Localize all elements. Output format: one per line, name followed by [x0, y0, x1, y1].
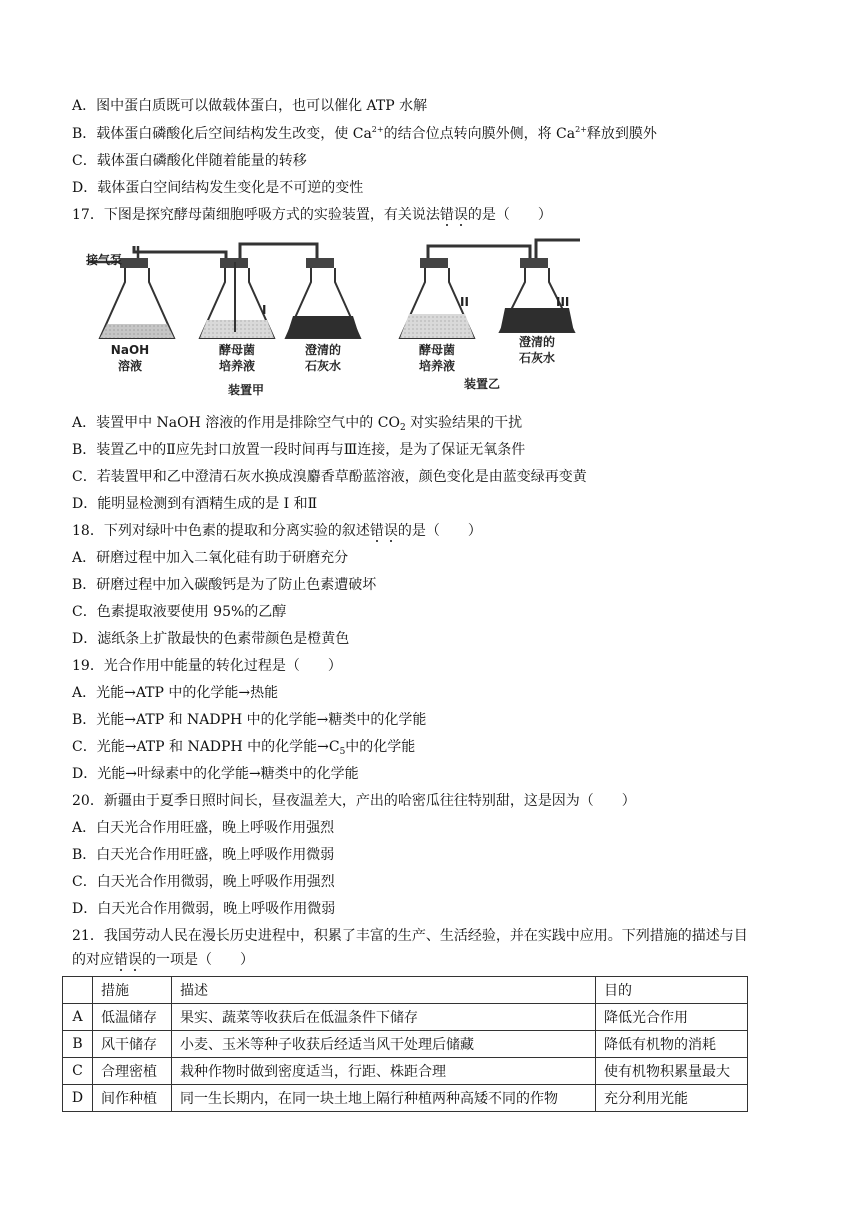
q17-stem: 17．下图是探究酵母菌细胞呼吸方式的实验装置，有关说法错误的是（ ）	[72, 207, 552, 223]
table-cell: C	[63, 1058, 93, 1085]
svg-text:石灰水: 石灰水	[304, 359, 342, 373]
table-cell: 间作种植	[93, 1085, 172, 1112]
yeast-respiration-apparatus-figure	[80, 232, 580, 402]
q19-option-d: D．光能→叶绿素中的化学能→糖类中的化学能	[72, 766, 359, 782]
table-cell: 风干储存	[93, 1031, 172, 1058]
q16-option-c: C．载体蛋白磷酸化伴随着能量的转移	[72, 153, 307, 169]
table-header-cell: 措施	[93, 977, 172, 1004]
q18-option-a: A．研磨过程中加入二氧化硅有助于研磨充分	[72, 550, 349, 566]
roman-i-label: I	[262, 303, 267, 317]
svg-text:酵母菌: 酵母菌	[418, 343, 456, 357]
roman-ii-label: II	[460, 295, 469, 309]
q21-stem-line1: 21．我国劳动人民在漫长历史进程中，积累了丰富的生产、生活经验，并在实践中应用。下列措施的描述与目	[72, 928, 748, 944]
table-cell: 合理密植	[93, 1058, 172, 1085]
table-cell: 使有机物积累量最大	[596, 1058, 748, 1085]
table-header-cell: 描述	[172, 977, 596, 1004]
q20-option-d: D．白天光合作用微弱，晚上呼吸作用微弱	[72, 901, 336, 917]
flask-naoh	[100, 258, 174, 338]
flask-limewater-jia	[286, 258, 360, 338]
pump-label: 接气泵	[86, 253, 123, 267]
q17-option-a: A．装置甲中 NaOH 溶液的作用是排除空气中的 $CO_2$ 对实验结果的干扰	[72, 415, 523, 433]
q20-option-b: B．白天光合作用旺盛，晚上呼吸作用微弱	[72, 847, 335, 863]
table-cell: 小麦、玉米等种子收获后经适当风干处理后储藏	[172, 1031, 596, 1058]
table-header-cell: 目的	[596, 977, 748, 1004]
table-cell: B	[63, 1031, 93, 1058]
table-header-cell	[63, 977, 93, 1004]
q18-option-b: B．研磨过程中加入碳酸钙是为了防止色素遭破坏	[72, 577, 377, 593]
q21-stem-line2: 的对应错误的一项是（ ）	[72, 952, 254, 968]
table-header-row	[63, 977, 748, 1004]
svg-text:NaOH: NaOH	[110, 343, 150, 357]
svg-text:澄清的: 澄清的	[304, 343, 342, 357]
q17-option-b: B．装置乙中的Ⅱ应先封口放置一段时间再与Ⅲ连接，是为了保证无氧条件	[72, 442, 526, 458]
q16-option-d: D．载体蛋白空间结构发生变化是不可逆的变性	[72, 180, 364, 196]
table-cell: 果实、蔬菜等收获后在低温条件下储存	[172, 1004, 596, 1031]
q21-measures-table	[62, 976, 748, 1112]
table-cell: 栽种作物时做到密度适当，行距、株距合理	[172, 1058, 596, 1085]
svg-text:酵母菌: 酵母菌	[218, 343, 256, 357]
table-row	[63, 1004, 748, 1031]
table-cell: 低温储存	[93, 1004, 172, 1031]
q19-stem: 19．光合作用中能量的转化过程是（ ）	[72, 658, 342, 674]
q20-option-a: A．白天光合作用旺盛，晚上呼吸作用强烈	[72, 820, 335, 836]
q18-option-d: D．滤纸条上扩散最快的色素带颜色是橙黄色	[72, 631, 350, 647]
table-cell: D	[63, 1085, 93, 1112]
q16-option-b: B．载体蛋白磷酸化后空间结构发生改变，使 $Ca^{2+}$的结合位点转向膜外侧，将 $Ca^{2+}$释放到膜外	[72, 125, 657, 142]
q20-stem: 20．新疆由于夏季日照时间长，昼夜温差大，产出的哈密瓜往往特别甜，这是因为（ ）	[72, 793, 636, 809]
q17-option-c: C．若装置甲和乙中澄清石灰水换成溴麝香草酚蓝溶液，颜色变化是由蓝变绿再变黄	[72, 469, 587, 485]
q16-option-a: A．图中蛋白质既可以做载体蛋白，也可以催化 ATP 水解	[72, 98, 428, 114]
table-cell: 降低光合作用	[596, 1004, 748, 1031]
svg-text:澄清的: 澄清的	[518, 335, 556, 349]
q20-option-c: C．白天光合作用微弱，晚上呼吸作用强烈	[72, 874, 335, 890]
q18-stem: 18．下列对绿叶中色素的提取和分离实验的叙述错误的是（ ）	[72, 523, 482, 539]
table-row	[63, 1058, 748, 1085]
svg-text:石灰水: 石灰水	[518, 351, 556, 365]
flask-yeast-jia	[200, 258, 274, 338]
table-cell: A	[63, 1004, 93, 1031]
svg-text:培养液: 培养液	[418, 359, 456, 373]
svg-text:培养液: 培养液	[218, 359, 256, 373]
q19-option-b: B．光能→ATP 和 NADPH 中的化学能→糖类中的化学能	[72, 712, 427, 728]
table-row	[63, 1085, 748, 1112]
q19-option-c: C．光能→ATP 和 NADPH 中的化学能$\to C_5$中的化学能	[72, 739, 416, 757]
table-cell: 充分利用光能	[596, 1085, 748, 1112]
svg-text:溶液: 溶液	[117, 359, 143, 373]
table-row	[63, 1031, 748, 1058]
table-cell: 降低有机物的消耗	[596, 1031, 748, 1058]
table-cell: 同一生长期内，在同一块土地上隔行种植两种高矮不同的作物	[172, 1085, 596, 1112]
apparatus-jia-label: 装置甲	[228, 383, 265, 397]
roman-iii-label: III	[556, 295, 570, 309]
q19-option-a: A．光能→ATP 中的化学能→热能	[72, 685, 279, 701]
apparatus-yi-label: 装置乙	[464, 377, 501, 391]
q18-option-c: C．色素提取液要使用 95%的乙醇	[72, 604, 287, 620]
q17-option-d: D．能明显检测到有酒精生成的是 I 和Ⅱ	[72, 496, 318, 512]
